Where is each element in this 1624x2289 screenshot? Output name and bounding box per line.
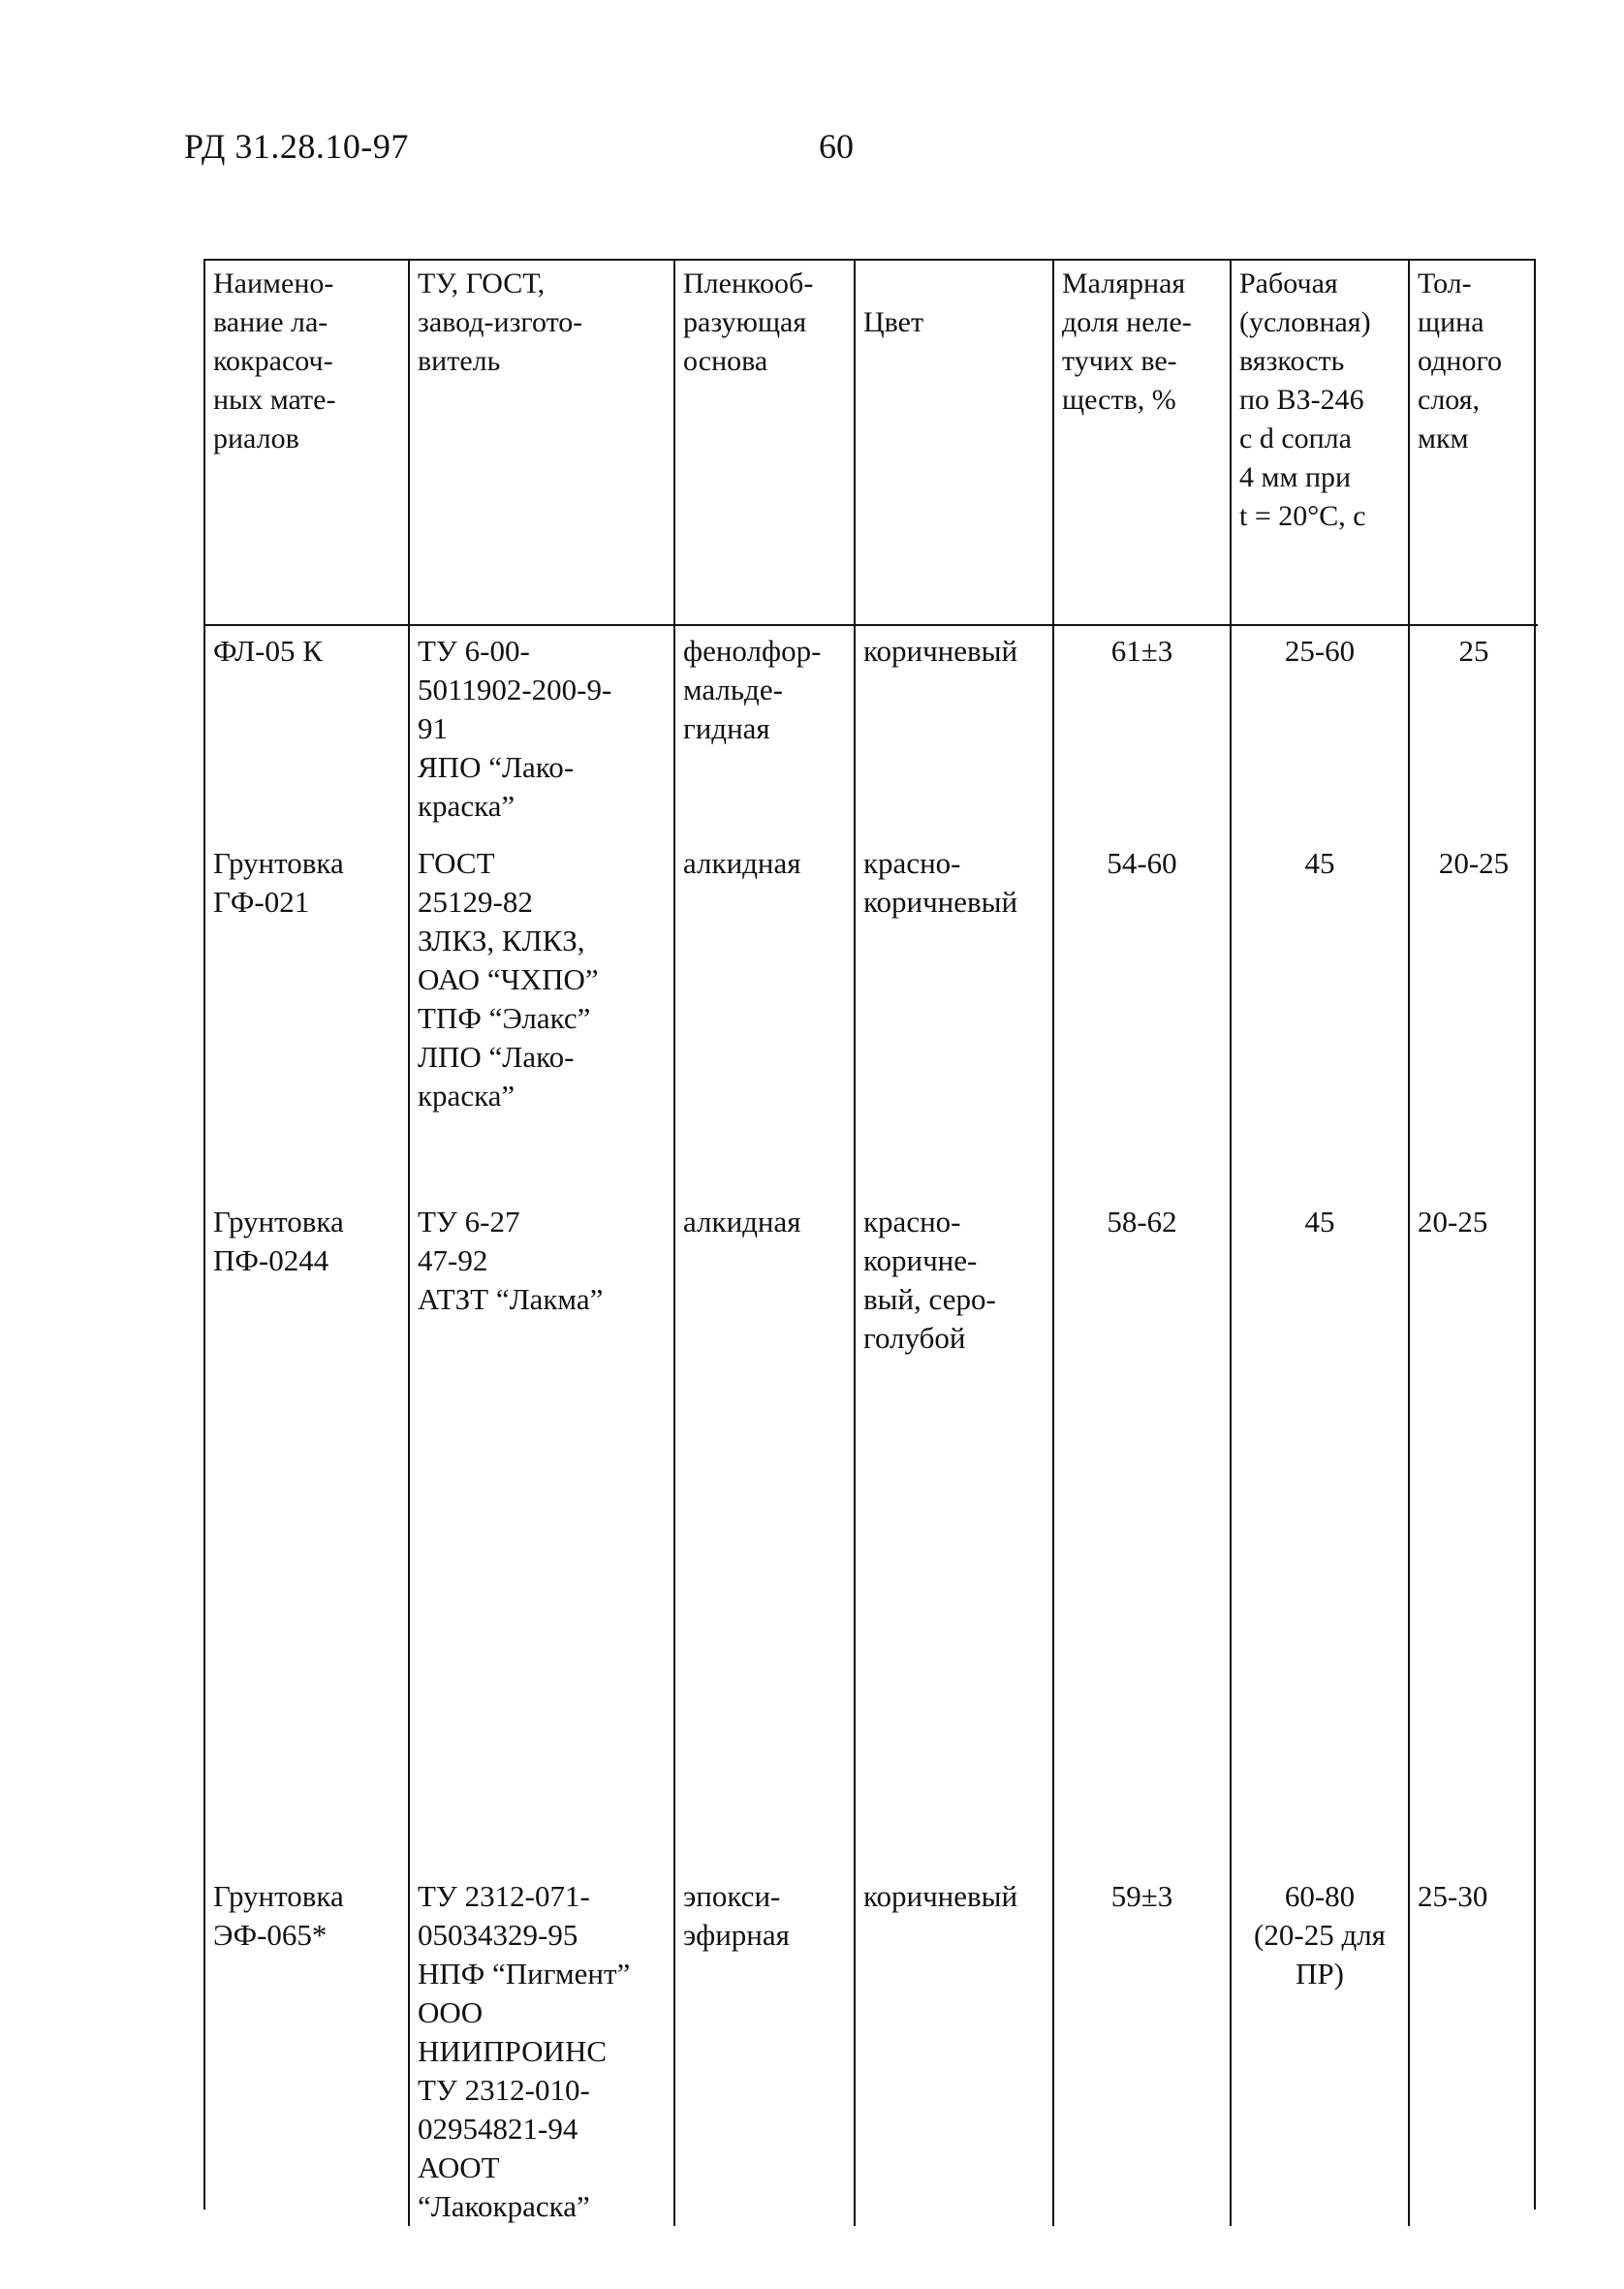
column-header-viscosity: Рабочая (условная) вязкость по ВЗ-246 с d сопла 4 мм при t = 20°C, с (1231, 261, 1409, 625)
column-header-nonvolatile-fraction: Малярная доля неле- тучих ве- ществ, % (1053, 261, 1231, 625)
table-row (205, 1871, 1538, 2226)
cell-viscosity: 60-80 (20-25 для ПР) (1231, 1871, 1409, 2226)
column-header-film-base: Пленкооб- разующая основа (674, 261, 855, 625)
cell-material-name: ФЛ-05 К (213, 634, 323, 668)
cell-film-base: алкидная (674, 838, 855, 1197)
cell-standard: ТУ 6-27 47-92 АТЗТ “Лакма” (409, 1197, 674, 1871)
table-row (205, 838, 1538, 1197)
table-header-row (205, 261, 1538, 625)
cell-nonvolatile-fraction: 61±3 (1053, 625, 1231, 838)
cell-standard: ТУ 2312-071- 05034329-95 НПФ “Пигмент” ООО НИИПРОИНС ТУ 2312-010- 02954821-94 АООТ “Лакокраска” (409, 1871, 674, 2226)
cell-nonvolatile-fraction: 58-62 (1053, 1197, 1231, 1871)
column-header-color: Цвет (855, 261, 1053, 625)
table-row (205, 1197, 1538, 1871)
column-header-standard: ТУ, ГОСТ, завод-изгото- витель (409, 261, 674, 625)
cell-layer-thickness: 25 (1409, 625, 1538, 838)
document-code: РД 31.28.10-97 (184, 127, 409, 166)
cell-nonvolatile-fraction: 59±3 (1053, 1871, 1231, 2226)
column-header-layer-thickness: Тол- щина одного слоя, мкм (1409, 261, 1538, 625)
cell-color: коричневый (855, 1871, 1053, 2226)
cell-color: красно- коричневый (855, 838, 1053, 1197)
cell-color: красно- коричне- вый, серо- голубой (855, 1197, 1053, 1871)
cell-viscosity: 45 (1231, 1197, 1409, 1871)
cell-color: коричневый (855, 625, 1053, 838)
materials-table (203, 259, 1536, 2223)
column-header-material-name: Наимено- вание ла- кокрасоч- ных мате- риалов (205, 261, 409, 625)
cell-standard: ГОСТ 25129-82 ЗЛКЗ, КЛКЗ, ОАО “ЧХПО” ТПФ “Элакс” ЛПО “Лако- краска” (409, 838, 674, 1197)
cell-nonvolatile-fraction: 54-60 (1053, 838, 1231, 1197)
cell-viscosity: 25-60 (1231, 625, 1409, 838)
cell-material-name: Грунтовка ПФ-0244 (213, 1205, 344, 1277)
cell-layer-thickness: 25-30 (1409, 1871, 1538, 2226)
cell-layer-thickness: 20-25 (1409, 1197, 1538, 1871)
cell-film-base: эпокси- эфирная (674, 1871, 855, 2226)
page-number: 60 (819, 127, 854, 166)
cell-layer-thickness: 20-25 (1409, 838, 1538, 1197)
cell-viscosity: 45 (1231, 838, 1409, 1197)
cell-material-name: Грунтовка ЭФ-065* (213, 1879, 344, 1952)
table-row (205, 625, 1538, 838)
cell-film-base: алкидная (674, 1197, 855, 1871)
cell-standard: ТУ 6-00- 5011902-200-9- 91 ЯПО “Лако- краска” (409, 625, 674, 838)
cell-material-name: Грунтовка ГФ-021 (213, 846, 344, 919)
cell-film-base: фенолфор- мальде- гидная (674, 625, 855, 838)
